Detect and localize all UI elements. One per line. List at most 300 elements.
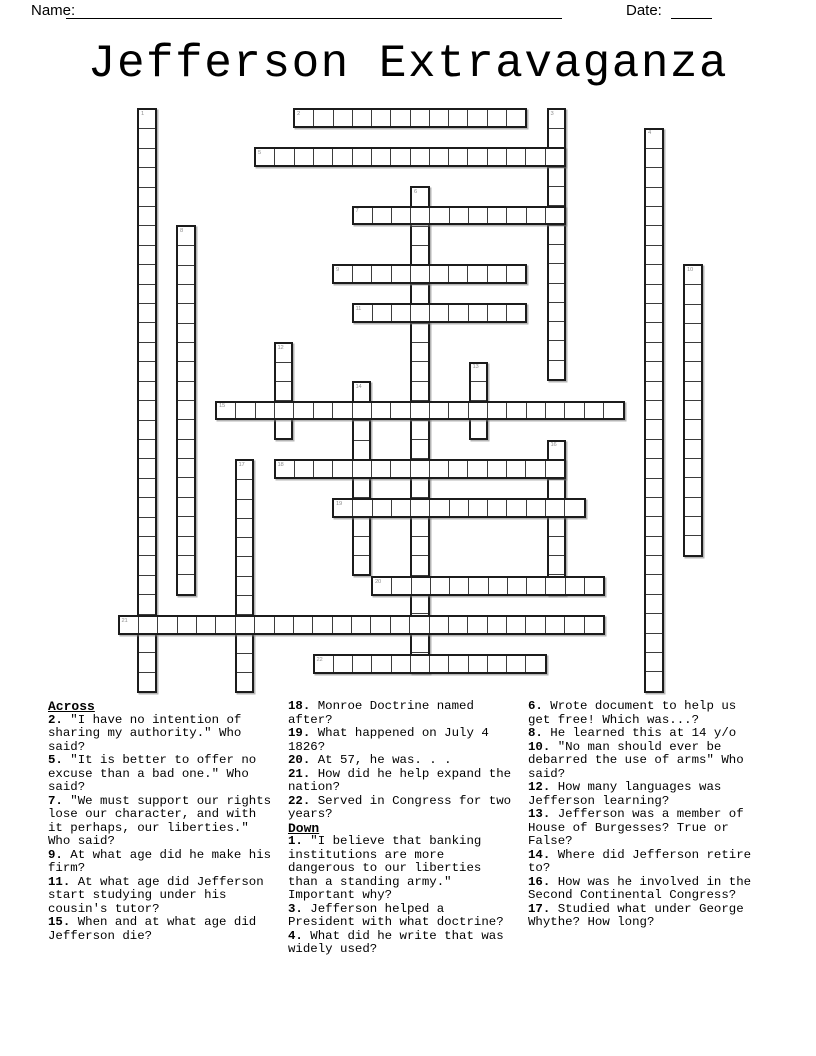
grid-cell[interactable] [410, 208, 429, 224]
grid-cell[interactable] [391, 305, 410, 321]
grid-cell[interactable] [448, 656, 467, 672]
grid-cell[interactable] [215, 617, 234, 633]
grid-cell[interactable] [584, 617, 603, 633]
grid-cell[interactable] [646, 361, 662, 380]
grid-cell[interactable] [390, 110, 409, 126]
grid-cell[interactable] [410, 656, 429, 672]
grid-cell[interactable] [584, 403, 603, 419]
grid-cell[interactable] [139, 148, 155, 167]
grid-cell[interactable] [410, 500, 429, 516]
grid-cell[interactable] [352, 656, 371, 672]
grid-cell[interactable] [549, 186, 565, 205]
grid-cell[interactable] [274, 617, 293, 633]
grid-cell[interactable] [487, 208, 506, 224]
grid-cell[interactable] [139, 633, 155, 652]
grid-cell[interactable] [549, 536, 565, 555]
grid-cell[interactable] [178, 477, 194, 496]
grid-cell[interactable] [507, 578, 526, 594]
grid-cell[interactable] [429, 149, 448, 165]
grid-cell[interactable] [487, 461, 506, 477]
grid-cell[interactable] [685, 458, 701, 477]
grid-cell[interactable] [646, 671, 662, 690]
grid-cell[interactable] [449, 500, 468, 516]
grid-cell[interactable] [429, 305, 448, 321]
grid-cell[interactable] [448, 266, 467, 282]
grid-cell[interactable] [354, 555, 370, 574]
grid-cell[interactable] [468, 403, 487, 419]
grid-cell[interactable] [412, 342, 428, 361]
grid-cell[interactable] [372, 305, 391, 321]
grid-cell[interactable] [448, 461, 467, 477]
grid-cell[interactable] [237, 537, 253, 556]
name-field-line[interactable] [66, 1, 562, 19]
grid-cell[interactable] [430, 578, 449, 594]
grid-cell[interactable] [139, 439, 155, 458]
grid-cell[interactable] [352, 266, 371, 282]
grid-cell[interactable] [354, 478, 370, 497]
grid-cell[interactable] [549, 321, 565, 340]
grid-cell[interactable] [157, 617, 176, 633]
grid-cell[interactable] [549, 517, 565, 536]
grid-cell[interactable] [467, 461, 486, 477]
grid-cell[interactable] [312, 617, 331, 633]
grid-cell[interactable] [526, 500, 545, 516]
grid-cell[interactable] [410, 110, 429, 126]
grid-cell[interactable] [412, 245, 428, 264]
grid-cell[interactable] [177, 617, 196, 633]
grid-cell[interactable] [196, 617, 215, 633]
grid-cell[interactable] [468, 305, 487, 321]
grid-cell[interactable] [139, 497, 155, 516]
grid-cell[interactable] [237, 479, 253, 498]
grid-cell[interactable] [139, 128, 155, 147]
grid-cell[interactable] [412, 516, 428, 535]
grid-cell[interactable] [646, 245, 662, 264]
grid-cell[interactable] [429, 656, 448, 672]
grid-cell[interactable] [646, 478, 662, 497]
grid-cell[interactable] [372, 208, 391, 224]
grid-cell[interactable] [646, 342, 662, 361]
grid-cell[interactable] [646, 439, 662, 458]
grid-cell[interactable] [410, 403, 429, 419]
grid-cell[interactable] [276, 362, 292, 381]
grid-cell[interactable] [178, 284, 194, 303]
grid-cell[interactable] [138, 617, 157, 633]
clue-down-16: 16. How was he involved in the Second Continental Congress? [528, 874, 752, 902]
grid-cell[interactable] [274, 149, 293, 165]
grid-cell[interactable] [545, 578, 564, 594]
grid-cell[interactable] [352, 149, 371, 165]
grid-cell[interactable] [506, 110, 525, 126]
grid-cell[interactable] [371, 461, 390, 477]
grid-cell[interactable] [646, 594, 662, 613]
grid-cell[interactable] [487, 617, 506, 633]
grid-cell[interactable] [332, 617, 351, 633]
grid-cell[interactable] [178, 458, 194, 477]
grid-cell[interactable] [139, 167, 155, 186]
grid-cell[interactable] [178, 303, 194, 322]
grid-cell[interactable] [139, 478, 155, 497]
grid-cell[interactable] [391, 266, 410, 282]
grid-cell[interactable] [487, 656, 506, 672]
grid-cell[interactable] [255, 403, 274, 419]
grid-cell[interactable] [410, 305, 429, 321]
grid-cell[interactable] [354, 516, 370, 535]
grid-cell[interactable] [545, 208, 564, 224]
grid-cell[interactable] [178, 439, 194, 458]
grid-cell[interactable] [139, 245, 155, 264]
grid-cell[interactable] [506, 208, 525, 224]
grid-cell[interactable] [488, 578, 507, 594]
grid-cell[interactable] [429, 500, 448, 516]
grid-cell[interactable] [646, 497, 662, 516]
grid-cell[interactable] [646, 516, 662, 535]
grid-cell[interactable] [467, 149, 486, 165]
grid-cell[interactable] [506, 266, 525, 282]
grid-cell[interactable] [139, 420, 155, 439]
grid-cell[interactable] [646, 652, 662, 671]
grid-cell[interactable] [139, 187, 155, 206]
grid-cell[interactable] [178, 245, 194, 264]
grid-cell[interactable] [178, 497, 194, 516]
grid-cell[interactable] [545, 500, 564, 516]
grid-cell[interactable] [549, 263, 565, 282]
grid-cell[interactable] [351, 617, 370, 633]
grid-cell[interactable] [525, 617, 544, 633]
grid-cell[interactable] [506, 617, 525, 633]
grid-cell[interactable] [549, 283, 565, 302]
grid-cell[interactable] [412, 439, 428, 458]
grid-cell[interactable] [646, 264, 662, 283]
grid-cell[interactable] [139, 672, 155, 691]
grid-cell[interactable] [139, 575, 155, 594]
grid-cell[interactable] [390, 403, 409, 419]
grid-cell[interactable] [139, 400, 155, 419]
grid-cell[interactable] [139, 458, 155, 477]
grid-cell[interactable] [467, 266, 486, 282]
grid-cell[interactable] [352, 403, 371, 419]
grid-cell[interactable] [487, 500, 506, 516]
grid-cell[interactable] [549, 225, 565, 244]
grid-cell[interactable] [354, 440, 370, 459]
grid-cell[interactable] [448, 403, 467, 419]
grid-cell[interactable] [293, 403, 312, 419]
clue-down-8: 8. He learned this at 14 y/o [528, 726, 737, 740]
grid-cell[interactable] [448, 149, 467, 165]
grid-cell[interactable] [525, 149, 544, 165]
grid-cell[interactable] [646, 458, 662, 477]
grid-cell[interactable] [237, 518, 253, 537]
grid-cell[interactable] [429, 110, 448, 126]
grid-cell[interactable] [429, 266, 448, 282]
grid-cell[interactable] [390, 149, 409, 165]
grid-cell[interactable] [506, 403, 525, 419]
grid-cell[interactable] [139, 652, 155, 671]
grid-cell[interactable] [178, 555, 194, 574]
grid-cell[interactable] [449, 578, 468, 594]
grid-cell[interactable] [254, 617, 273, 633]
grid-cell[interactable] [646, 206, 662, 225]
grid-cell[interactable] [564, 500, 583, 516]
grid-cell[interactable] [545, 461, 564, 477]
grid-cell[interactable] [178, 516, 194, 535]
grid-cell[interactable] [139, 555, 155, 574]
grid-cell[interactable] [685, 304, 701, 323]
grid-cell[interactable] [685, 400, 701, 419]
grid-cell[interactable] [276, 419, 292, 438]
grid-cell[interactable] [448, 305, 467, 321]
clue-down-12: 12. How many languages was Jefferson learning? [528, 780, 722, 808]
grid-cell[interactable] [471, 381, 487, 400]
grid-cell[interactable] [372, 500, 391, 516]
grid-cell[interactable] [646, 633, 662, 652]
grid-cell[interactable] [646, 419, 662, 438]
grid-cell[interactable] [178, 361, 194, 380]
grid-cell[interactable] [313, 461, 332, 477]
grid-cell[interactable] [448, 110, 467, 126]
grid-cell[interactable] [237, 499, 253, 518]
grid-cell[interactable] [313, 149, 332, 165]
grid-cell[interactable] [646, 148, 662, 167]
grid-cell[interactable] [139, 536, 155, 555]
grid-cell[interactable] [410, 461, 429, 477]
grid-cell[interactable] [237, 576, 253, 595]
grid-cell[interactable] [333, 656, 352, 672]
grid-cell[interactable] [178, 342, 194, 361]
grid-cell[interactable] [646, 381, 662, 400]
grid-cell[interactable] [646, 613, 662, 632]
grid-cell[interactable] [526, 578, 545, 594]
grid-cell[interactable] [471, 419, 487, 438]
grid-cell[interactable] [178, 536, 194, 555]
grid-cell[interactable] [237, 556, 253, 575]
grid-cell[interactable] [549, 340, 565, 359]
word-number: 7 [355, 208, 359, 214]
grid-cell[interactable] [603, 403, 622, 419]
date-field-line[interactable] [671, 1, 712, 19]
grid-cell[interactable] [685, 477, 701, 496]
grid-cell[interactable] [468, 656, 487, 672]
grid-cell[interactable] [468, 208, 487, 224]
grid-cell[interactable] [685, 381, 701, 400]
grid-cell[interactable] [646, 303, 662, 322]
grid-cell[interactable] [412, 226, 428, 245]
grid-cell[interactable] [410, 266, 429, 282]
grid-cell[interactable] [178, 323, 194, 342]
grid-cell[interactable] [371, 149, 390, 165]
word-19-across [332, 498, 586, 518]
grid-cell[interactable] [390, 617, 409, 633]
grid-cell[interactable] [526, 208, 545, 224]
grid-cell[interactable] [332, 461, 351, 477]
grid-cell[interactable] [352, 461, 371, 477]
grid-cell[interactable] [685, 497, 701, 516]
clue-across-19: 19. What happened on July 4 1826? [288, 726, 489, 754]
grid-cell[interactable] [429, 208, 448, 224]
grid-cell[interactable] [487, 110, 506, 126]
grid-cell[interactable] [545, 403, 564, 419]
grid-cell[interactable] [412, 361, 428, 380]
grid-cell[interactable] [412, 323, 428, 342]
grid-cell[interactable] [549, 128, 565, 147]
grid-cell[interactable] [448, 617, 467, 633]
grid-cell[interactable] [294, 149, 313, 165]
grid-cell[interactable] [371, 266, 390, 282]
grid-cell[interactable] [506, 500, 525, 516]
grid-cell[interactable] [391, 500, 410, 516]
grid-cell[interactable] [354, 420, 370, 439]
grid-cell[interactable] [178, 381, 194, 400]
clue-number: 8. [528, 726, 543, 740]
grid-cell[interactable] [235, 403, 254, 419]
grid-cell[interactable] [468, 500, 487, 516]
grid-cell[interactable] [584, 578, 603, 594]
grid-cell[interactable] [411, 578, 430, 594]
grid-cell[interactable] [313, 403, 332, 419]
grid-cell[interactable] [178, 400, 194, 419]
grid-cell[interactable] [564, 403, 583, 419]
grid-cell[interactable] [646, 400, 662, 419]
grid-cell[interactable] [646, 574, 662, 593]
grid-cell[interactable] [506, 149, 525, 165]
grid-cell[interactable] [685, 535, 701, 554]
grid-cell[interactable] [429, 617, 448, 633]
word-6-down [410, 186, 430, 674]
clue-number: 13. [528, 807, 551, 821]
grid-cell[interactable] [506, 305, 525, 321]
grid-cell[interactable] [354, 536, 370, 555]
grid-cell[interactable] [646, 555, 662, 574]
grid-cell[interactable] [371, 403, 390, 419]
grid-cell[interactable] [429, 403, 448, 419]
grid-cell[interactable] [412, 594, 428, 613]
grid-cell[interactable] [237, 672, 253, 691]
grid-cell[interactable] [564, 617, 583, 633]
grid-cell[interactable] [412, 478, 428, 497]
grid-cell[interactable] [274, 403, 293, 419]
grid-cell[interactable] [487, 149, 506, 165]
grid-cell[interactable] [685, 361, 701, 380]
grid-cell[interactable] [237, 595, 253, 614]
grid-cell[interactable] [410, 149, 429, 165]
grid-cell[interactable] [391, 656, 410, 672]
grid-cell[interactable] [525, 656, 544, 672]
grid-cell[interactable] [139, 264, 155, 283]
grid-cell[interactable] [333, 110, 352, 126]
grid-cell[interactable] [646, 322, 662, 341]
grid-cell[interactable] [237, 633, 253, 652]
grid-cell[interactable] [449, 208, 468, 224]
grid-cell[interactable] [235, 617, 254, 633]
grid-cell[interactable] [412, 536, 428, 555]
grid-cell[interactable] [412, 555, 428, 574]
grid-cell[interactable] [412, 381, 428, 400]
grid-cell[interactable] [352, 110, 371, 126]
grid-cell[interactable] [487, 403, 506, 419]
grid-cell[interactable] [293, 617, 312, 633]
clue-down-6: 6. Wrote document to help us get free! Which was...? [528, 699, 737, 727]
grid-cell[interactable] [646, 284, 662, 303]
grid-cell[interactable] [487, 266, 506, 282]
grid-cell[interactable] [685, 323, 701, 342]
grid-cell[interactable] [390, 461, 409, 477]
grid-cell[interactable] [646, 536, 662, 555]
grid-cell[interactable] [685, 419, 701, 438]
grid-cell[interactable] [412, 633, 428, 652]
grid-cell[interactable] [646, 225, 662, 244]
grid-cell[interactable] [549, 555, 565, 574]
grid-cell[interactable] [549, 167, 565, 186]
grid-cell[interactable] [549, 244, 565, 263]
grid-cell[interactable] [545, 617, 564, 633]
grid-cell[interactable] [313, 110, 332, 126]
grid-cell[interactable] [139, 381, 155, 400]
grid-cell[interactable] [412, 284, 428, 303]
grid-cell[interactable] [139, 361, 155, 380]
grid-cell[interactable] [685, 439, 701, 458]
grid-cell[interactable] [506, 656, 525, 672]
grid-cell[interactable] [685, 342, 701, 361]
clue-number: 10. [528, 739, 551, 754]
grid-cell[interactable] [412, 420, 428, 439]
grid-cell[interactable] [565, 578, 584, 594]
grid-cell[interactable] [178, 574, 194, 593]
grid-cell[interactable] [332, 149, 351, 165]
clue-down-4: 4. What did he write that was widely used? [288, 928, 504, 956]
grid-cell[interactable] [506, 461, 525, 477]
grid-cell[interactable] [391, 208, 410, 224]
grid-cell[interactable] [178, 419, 194, 438]
grid-cell[interactable] [468, 578, 487, 594]
grid-cell[interactable] [276, 381, 292, 400]
grid-cell[interactable] [139, 303, 155, 322]
grid-cell[interactable] [646, 187, 662, 206]
grid-cell[interactable] [685, 516, 701, 535]
grid-cell[interactable] [487, 305, 506, 321]
grid-cell[interactable] [178, 265, 194, 284]
word-18-across [274, 459, 567, 479]
grid-cell[interactable] [409, 617, 428, 633]
grid-cell[interactable] [545, 149, 564, 165]
grid-cell[interactable] [549, 479, 565, 498]
grid-cell[interactable] [371, 110, 390, 126]
grid-cell[interactable] [139, 206, 155, 225]
grid-cell[interactable] [429, 461, 448, 477]
grid-cell[interactable] [371, 656, 390, 672]
grid-cell[interactable] [525, 461, 544, 477]
grid-cell[interactable] [139, 322, 155, 341]
grid-cell[interactable] [467, 617, 486, 633]
grid-cell[interactable] [685, 284, 701, 303]
grid-cell[interactable] [549, 360, 565, 379]
grid-cell[interactable] [139, 342, 155, 361]
grid-cell[interactable] [139, 517, 155, 536]
grid-cell[interactable] [370, 617, 389, 633]
grid-cell[interactable] [526, 403, 545, 419]
grid-cell[interactable] [467, 110, 486, 126]
grid-cell[interactable] [139, 284, 155, 303]
grid-cell[interactable] [332, 403, 351, 419]
grid-cell[interactable] [237, 653, 253, 672]
grid-cell[interactable] [294, 461, 313, 477]
grid-cell[interactable] [139, 225, 155, 244]
word-20-across [371, 576, 605, 596]
grid-cell[interactable] [139, 594, 155, 613]
grid-cell[interactable] [549, 302, 565, 321]
grid-cell[interactable] [646, 167, 662, 186]
grid-cell[interactable] [352, 500, 371, 516]
grid-cell[interactable] [391, 578, 410, 594]
